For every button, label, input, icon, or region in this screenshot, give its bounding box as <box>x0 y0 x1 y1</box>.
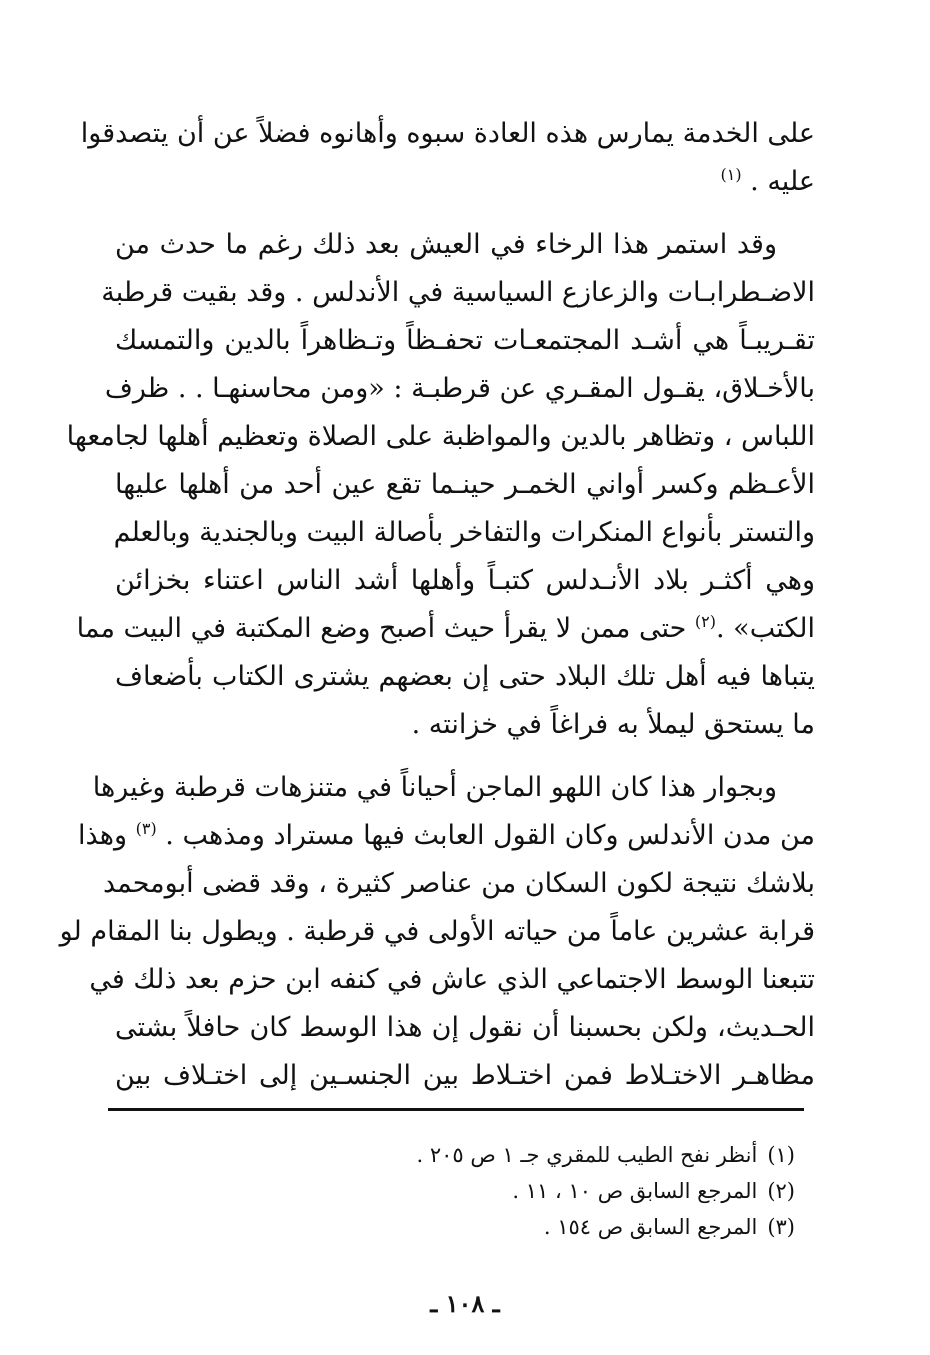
footnote <box>115 1137 795 1173</box>
text-line: بلاشك نتيجة لكون السكان من عناصر كثيرة ، وقد قضى أبومحمد <box>102 868 815 899</box>
text-line: الأعـظم وكسر أواني الخمـر حينـما تقع عين أحد من أهلها عليها <box>115 469 815 500</box>
text-segment: عليه . <box>750 166 815 197</box>
text-segment: حتى ممن لا يقرأ حيث أصبح وضع المكتبة في البيت مما <box>76 613 687 644</box>
text-line: اللباس ، وتظاهر بالدين والمواظبة على الصلاة وتعظيم أهلها لجامعها <box>66 421 815 452</box>
text-line: على الخدمة يمارس هذه العادة سبوه وأهانوه فضلاً عن أن يتصدقوا <box>80 118 815 149</box>
footnote-text: أنظر نفح الطيب للمقري جـ ١ ص ٢٠٥ . <box>416 1143 758 1167</box>
footnote <box>115 1173 795 1209</box>
text-line: وبجوار هذا كان اللهو الماجن أحياناً في متنزهات قرطبة وغيرها <box>92 772 777 803</box>
footnote-ref: (١) <box>720 165 742 184</box>
text-line: والتستر بأنواع المنكرات والتفاخر بأصالة البيت وبالجندية وبالعلم <box>113 517 815 548</box>
text-line: بالأخـلاق، يقـول المقـري عن قرطبـة : «ومن محاسنهـا . . ظرف <box>104 373 815 404</box>
text-segment: من مدن الأندلس وكان القول العابث فيها مستراد ومذهب . <box>165 820 815 851</box>
text-segment: الكتب» . <box>716 613 815 644</box>
footnote-text: المرجع السابق ص ١٥٤ . <box>543 1215 758 1239</box>
footnote-number: (٢) <box>767 1179 795 1203</box>
text-line: الاضـطرابـات والزعازع السياسية في الأندلس . وقد بقيت قرطبة <box>101 277 815 308</box>
text-line: الحـديث، ولكن بحسبنا أن نقول إن هذا الوسط كان حافلاً بشتى <box>115 1012 815 1043</box>
footnote-number: (٣) <box>767 1215 795 1239</box>
text-segment: وهذا <box>78 820 127 851</box>
text-line: تتبعنا الوسط الاجتماعي الذي عاش في كنفه ابن حزم بعد ذلك في <box>89 964 815 995</box>
text-line: يتباها فيه أهل تلك البلاد حتى إن بعضهم يشترى الكتاب بأضعاف <box>115 661 815 692</box>
text-line <box>76 605 815 653</box>
footnote <box>115 1209 795 1245</box>
footnote-separator <box>108 1108 804 1111</box>
footnote-ref: (٢) <box>694 612 717 631</box>
text-line <box>115 158 815 206</box>
text-line: وقد استمر هذا الرخاء في العيش بعد ذلك رغم ما حدث من <box>115 229 777 260</box>
text-line: مظاهـر الاختـلاط فمن اختـلاط بين الجنسـين إلى اختـلاف بين <box>115 1060 815 1091</box>
page-number: ـ ١٠٨ ـ <box>430 1289 500 1318</box>
text-line <box>78 812 815 860</box>
text-line: ما يستحق ليملأ به فراغاً في خزانته . <box>411 709 815 740</box>
text-line: تقـريبـاً هي أشـد المجتمعـات تحفـظاً وتـظاهراً بالدين والتمسك <box>115 325 815 356</box>
footnote-number: (١) <box>767 1143 795 1167</box>
footnote-text: المرجع السابق ص ١٠ ، ١١ . <box>512 1179 758 1203</box>
footnotes <box>115 1137 795 1245</box>
text-line: قرابة عشرين عاماً من حياته الأولى في قرطبة . ويطول بنا المقام لو <box>59 916 815 947</box>
text-line: وهي أكثـر بلاد الأنـدلس كتبـاً وأهلها أشد الناس اعتناء بخزائن <box>115 565 815 596</box>
footnote-ref: (٣) <box>135 819 157 838</box>
body-text <box>59 110 815 1100</box>
